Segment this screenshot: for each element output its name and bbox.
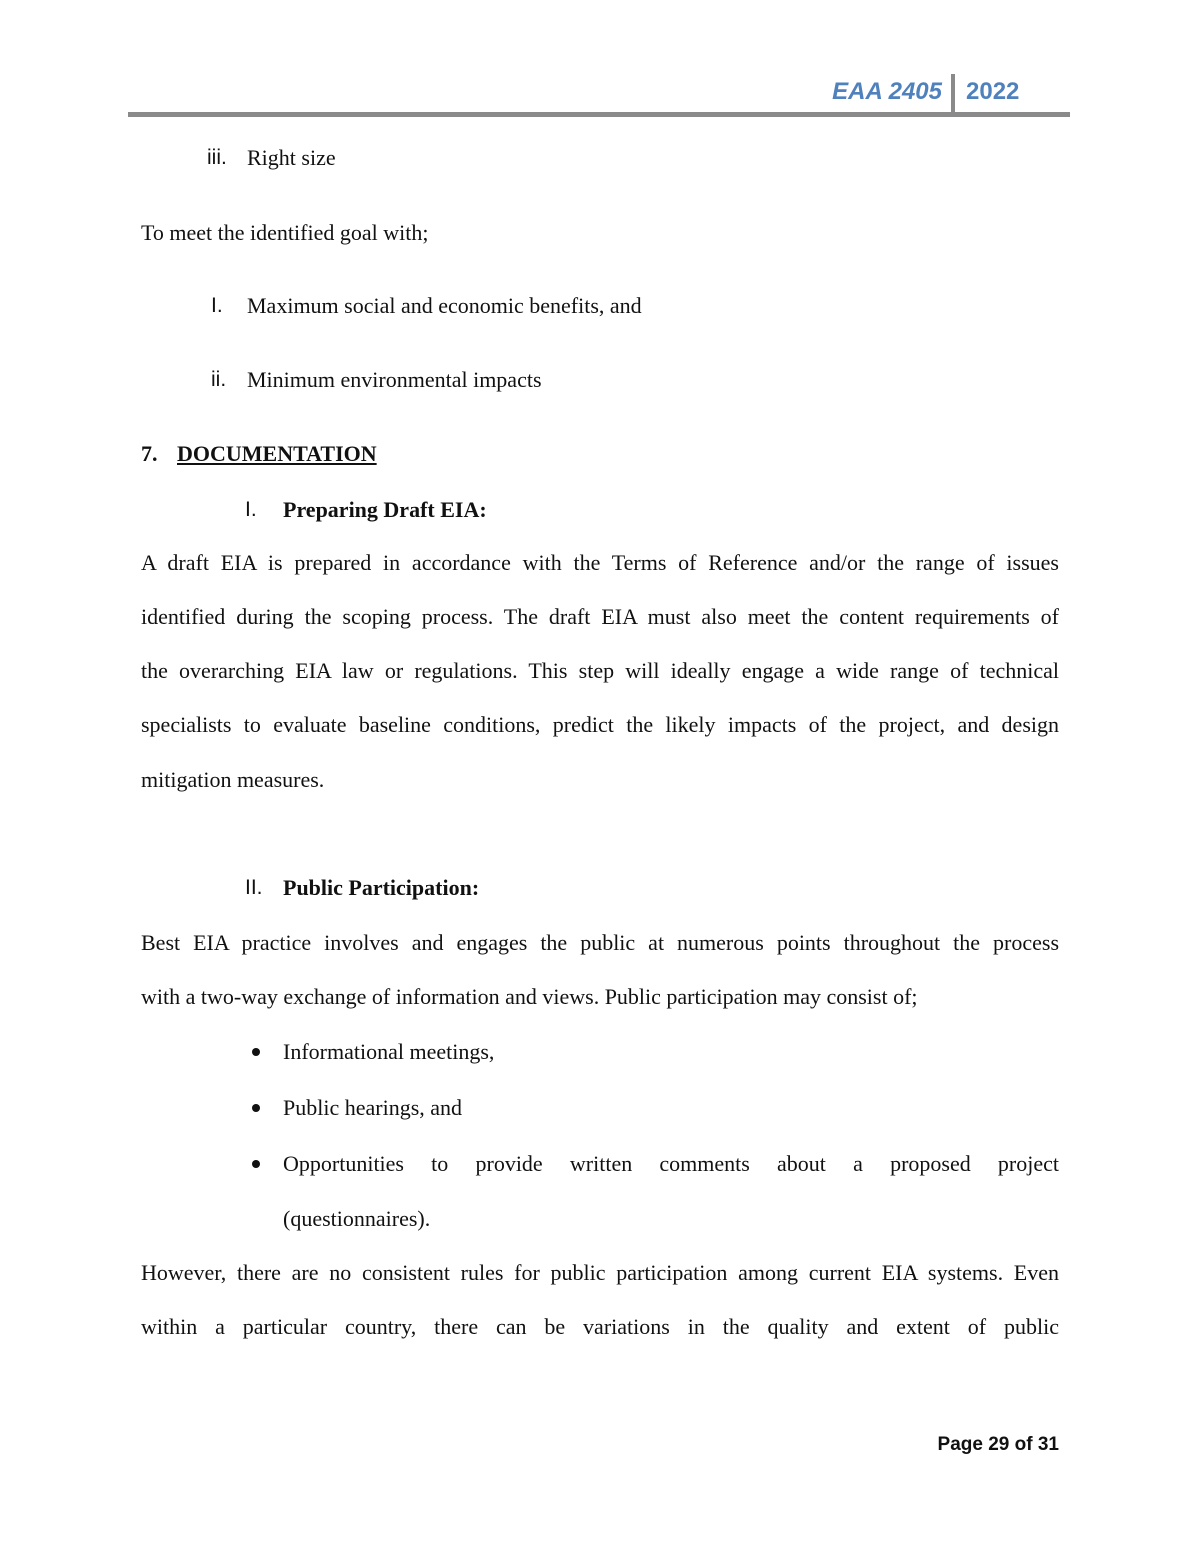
paragraph-line: the overarching EIA law or regulations. This step will ideally engage a wide range of technical <box>141 658 1059 683</box>
page-of-label: of <box>1014 1434 1033 1455</box>
paragraph-line: within a particular country, there can be variations in the quality and extent of public <box>141 1314 1059 1339</box>
paragraph-line: A draft EIA is prepared in accordance with the Terms of Reference and/or the range of issues <box>141 550 1059 575</box>
list-item: Minimum environmental impacts <box>247 367 542 392</box>
page-footer <box>938 1434 1059 1456</box>
page-number: 29 <box>988 1434 1010 1455</box>
intro-text: To meet the identified goal with; <box>141 220 429 245</box>
section-number: 7. <box>141 441 158 466</box>
subsection-title: Preparing Draft EIA: <box>283 497 487 522</box>
bullet-icon <box>252 1160 260 1168</box>
paragraph-line: with a two-way exchange of information and views. Public participation may consist of; <box>141 984 918 1009</box>
page-label: Page <box>937 1434 983 1455</box>
paragraph-line: identified during the scoping process. The draft EIA must also meet the content requirements of <box>141 604 1059 629</box>
header-rule <box>128 112 1070 117</box>
subsection-title: Public Participation: <box>283 875 480 900</box>
list-number: iii. <box>207 146 227 169</box>
list-item: Right size <box>247 145 336 170</box>
header-year: 2022 <box>966 78 1020 105</box>
page-total: 31 <box>1037 1434 1059 1455</box>
list-number: I. <box>211 294 223 317</box>
subsection-number: II. <box>245 876 263 899</box>
bullet-item-continuation: (questionnaires). <box>283 1206 431 1231</box>
bullet-icon <box>252 1048 260 1056</box>
paragraph-line: specialists to evaluate baseline conditions, predict the likely impacts of the project, and design <box>141 712 1059 737</box>
list-number: ii. <box>211 368 227 391</box>
bullet-item: Informational meetings, <box>283 1039 495 1064</box>
paragraph-line: mitigation measures. <box>141 767 325 792</box>
bullet-item: Public hearings, and <box>283 1095 463 1120</box>
section-title: DOCUMENTATION <box>177 441 377 466</box>
paragraph-line: Best EIA practice involves and engages the public at numerous points throughout the process <box>141 930 1059 955</box>
paragraph-line: However, there are no consistent rules for public participation among current EIA systems. Even <box>141 1260 1059 1285</box>
subsection-number: I. <box>245 498 257 521</box>
course-code: EAA 2405 <box>832 78 942 105</box>
bullet-icon <box>252 1104 260 1112</box>
bullet-item: Opportunities to provide written comments about a proposed project <box>283 1151 1059 1176</box>
list-item: Maximum social and economic benefits, and <box>247 293 642 318</box>
header-separator <box>951 74 955 114</box>
page-header <box>0 74 1200 114</box>
